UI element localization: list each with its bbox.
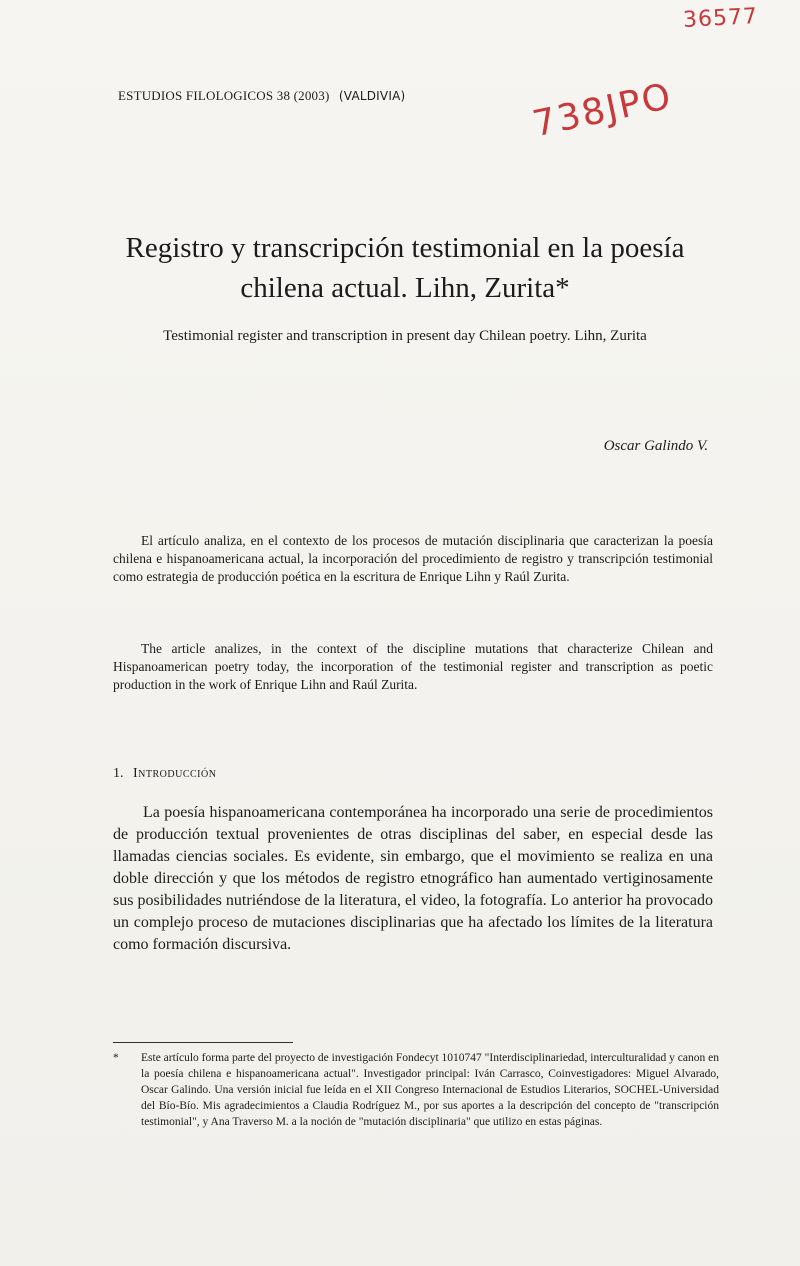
- section-title: Introducción: [133, 766, 217, 781]
- handwritten-number: 36577: [682, 4, 759, 33]
- abstract-english: The article analizes, in the context of the discipline mutations that characterize Chilean and Hispanoamerican poetry today, the incorporation of the testimonial register and transcription as poetic production in the work of Enrique Lihn and Raúl Zurita.: [113, 641, 713, 692]
- handwritten-catalog-code: 738JPO: [529, 75, 677, 146]
- footnote-text: Este artículo forma parte del proyecto de investigación Fondecyt 1010747 "Interdisciplinariedad, interculturalidad y canon en la poesía chilena e hispanoamericana actual". Investigador principal: Iván Carrasco, Coinvestigadores: Miguel Alvarado, Oscar Galindo. Una versión inicial fue leída en el XII Congreso Internacional de Estudios Literarios, SOCHEL-Universidad del Bío-Bío. Mis agradecimientos a Claudia Rodríguez M., por sus aportes a la descripción del concepto de "transcripción testimonial", y Ana Traverso M. a la noción de "mutación disciplinaria" que utilizo en estas páginas.: [141, 1052, 719, 1128]
- section-heading: [113, 766, 216, 782]
- journal-citation: ESTUDIOS FILOLOGICOS 38 (2003): [118, 88, 330, 103]
- body-paragraph: La poesía hispanoamericana contemporánea ha incorporado una serie de procedimientos de producción textual provenientes de otras disciplinas del saber, en especial desde las llamadas ciencias sociales. Es evidente, sin embargo, que el movimiento se realiza en una doble dirección y que los métodos de registro etnográfico han aumentado vertiginosamente sus posibilidades nutriéndose de la literatura, el video, la fotografía. Lo anterior ha provocado un complejo proceso de mutaciones disciplinarias que ha afectado los límites de la literatura como formación discursiva.: [113, 804, 713, 953]
- handwritten-city: (VALDIVIA): [338, 89, 406, 103]
- article-subtitle: Testimonial register and transcription in present day Chilean poetry. Lihn, Zurita: [163, 328, 647, 344]
- article-title: Registro y transcripción testimonial en la poesía chilena actual. Lihn, Zurita*: [125, 232, 685, 304]
- journal-header: [118, 88, 405, 104]
- footnote: [113, 1050, 719, 1130]
- footnote-divider: [113, 1042, 293, 1043]
- footnote-marker: *: [113, 1052, 119, 1064]
- abstract-spanish: El artículo analiza, en el contexto de los procesos de mutación disciplinaria que caracterizan la poesía chilena e hispanoamericana actual, la incorporación del procedimiento de registro y transcripción testimonial como estrategia de producción poética en la escritura de Enrique Lihn y Raúl Zurita.: [113, 533, 713, 584]
- article-author: Oscar Galindo V.: [603, 438, 708, 454]
- section-number: 1.: [113, 766, 124, 781]
